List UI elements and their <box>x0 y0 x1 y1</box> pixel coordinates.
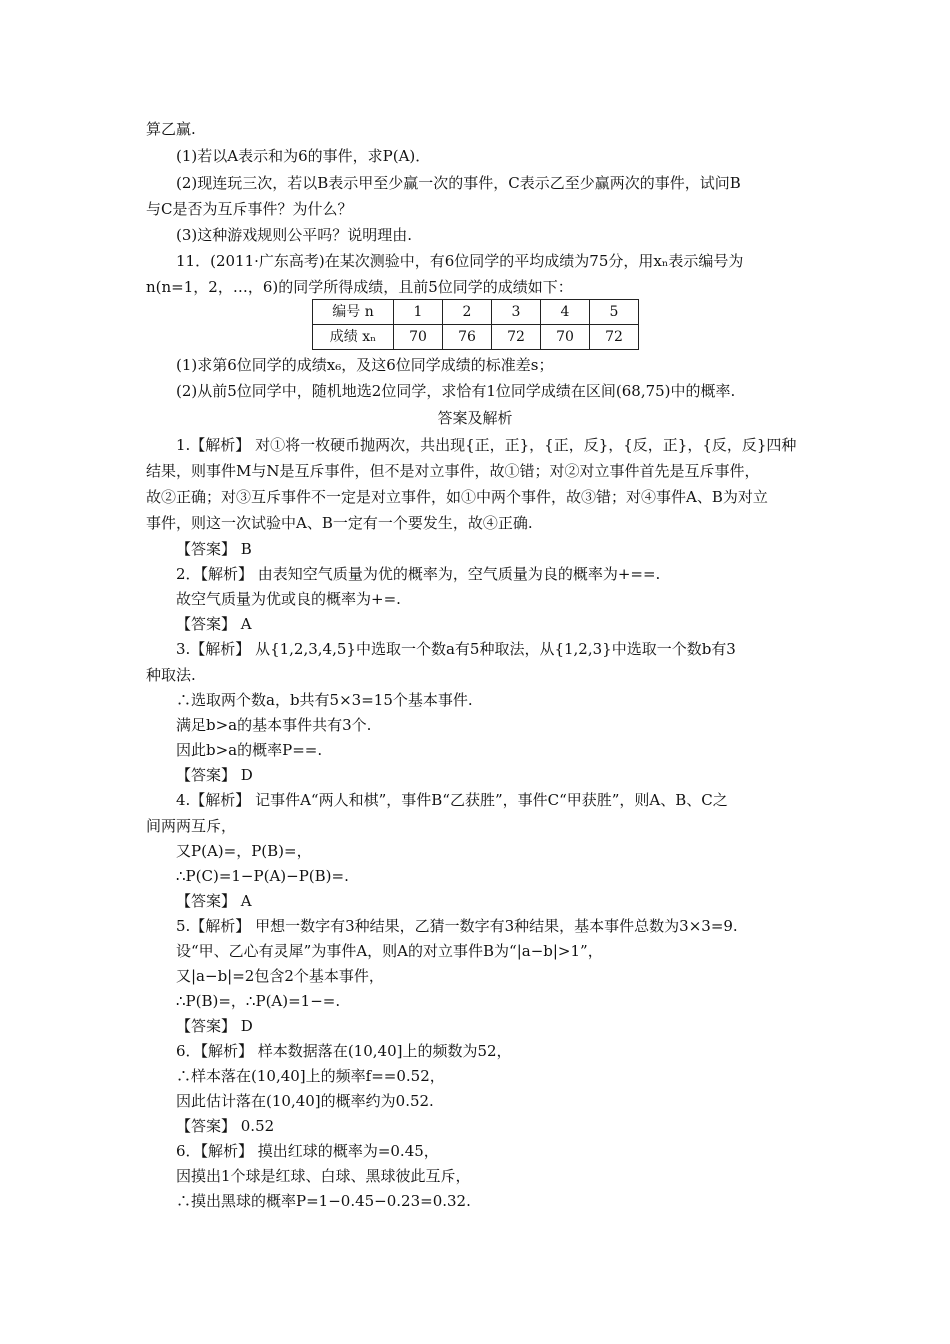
text-line: ∴摸出黑球的概率P=1−0.45−0.23=0.32. <box>176 1192 471 1210</box>
answer-label: 【答案】 A <box>176 892 252 910</box>
table-cell: 70 <box>541 325 590 350</box>
text-line: 结果，则事件M与N是互斥事件，但不是对立事件，故①错；对②对立事件首先是互斥事件， <box>146 462 760 480</box>
text-line: ∴选取两个数a，b共有5×3=15个基本事件. <box>176 691 473 709</box>
text-line: (1)求第6位同学的成绩x₆，及这6位同学成绩的标准差s； <box>176 356 554 374</box>
answers-title: 答案及解析 <box>437 409 513 427</box>
text-line: 11．(2011·广东高考)在某次测验中，有6位同学的平均成绩为75分，用xₙ表示编号为 <box>176 252 744 270</box>
table-cell: 72 <box>590 325 639 350</box>
table-cell: 5 <box>590 300 639 325</box>
text-line: 6．【解析】 样本数据落在(10,40]上的频数为52， <box>176 1042 512 1060</box>
text-line: (1)若以A表示和为6的事件，求P(A)． <box>176 147 431 165</box>
table-row-label: 成绩 xₙ <box>313 325 394 350</box>
text-line: 6．【解析】 摸出红球的概率为=0.45， <box>176 1142 439 1160</box>
table-row <box>313 300 639 325</box>
text-line: 因此b>a的概率P==. <box>176 741 323 759</box>
table-cell: 4 <box>541 300 590 325</box>
table-row <box>313 325 639 350</box>
text-line: 5.【解析】 甲想一数字有3种结果，乙猜一数字有3种结果，基本事件总数为3×3=9. <box>176 917 738 935</box>
text-line: 又P(A)=，P(B)=， <box>176 842 312 860</box>
table-cell: 72 <box>492 325 541 350</box>
text-line: (3)这种游戏规则公平吗？说明理由. <box>176 226 413 244</box>
text-line: 设“甲、乙心有灵犀”为事件A，则A的对立事件B为“|a−b|>1”， <box>176 942 603 960</box>
text-line: 事件，则这一次试验中A、B一定有一个要发生，故④正确. <box>146 514 533 532</box>
text-line: 满足b>a的基本事件共有3个. <box>176 716 372 734</box>
text-line: 2．【解析】 由表知空气质量为优的概率为，空气质量为良的概率为+==. <box>176 565 661 583</box>
table-cell: 76 <box>443 325 492 350</box>
table-cell: 3 <box>492 300 541 325</box>
text-line: (2)从前5位同学中，随机地选2位同学，求恰有1位同学成绩在区间(68,75)中的概率. <box>176 382 736 400</box>
text-line: ∴P(C)=1−P(A)−P(B)=. <box>176 867 349 885</box>
text-line: ∴P(B)=，∴P(A)=1−=. <box>176 992 341 1010</box>
text-line: 故②正确；对③互斥事件不一定是对立事件，如①中两个事件，故③错；对④事件A、B为对立 <box>146 488 768 506</box>
text-line: 算乙赢. <box>146 120 196 138</box>
text-line: 种取法. <box>146 666 196 684</box>
scores-table <box>312 299 639 350</box>
table-cell: 1 <box>394 300 443 325</box>
text-line: 又|a−b|=2包含2个基本事件， <box>176 967 384 985</box>
table-cell: 2 <box>443 300 492 325</box>
table-header-label: 编号 n <box>313 300 394 325</box>
answer-label: 【答案】 D <box>176 1017 253 1035</box>
text-line: 间两两互斥， <box>146 817 237 835</box>
answer-label: 【答案】 D <box>176 766 253 784</box>
text-line: ∴样本落在(10,40]上的频率f==0.52， <box>176 1067 445 1085</box>
table-cell: 70 <box>394 325 443 350</box>
text-line: 因此估计落在(10,40]的概率约为0.52. <box>176 1092 434 1110</box>
answer-label: 【答案】 A <box>176 615 252 633</box>
answer-label: 【答案】 0.52 <box>176 1117 275 1135</box>
text-line: (2)现连玩三次，若以B表示甲至少赢一次的事件，C表示乙至少赢两次的事件，试问B <box>176 174 741 192</box>
text-line: 1.【解析】 对①将一枚硬币抛两次，共出现{正，正}，{正，反}，{反，正}，{反，反}四种 <box>176 436 797 454</box>
text-line: n(n=1，2，…，6)的同学所得成绩，且前5位同学的成绩如下： <box>146 278 573 296</box>
text-line: 与C是否为互斥事件？为什么？ <box>146 200 353 218</box>
text-line: 4.【解析】 记事件A“两人和棋”，事件B“乙获胜”，事件C“甲获胜”，则A、B、C之 <box>176 791 728 809</box>
answer-label: 【答案】 B <box>176 540 252 558</box>
text-line: 故空气质量为优或良的概率为+=. <box>176 590 401 608</box>
text-line: 因摸出1个球是红球、白球、黑球彼此互斥， <box>176 1167 471 1185</box>
text-line: 3.【解析】 从{1,2,3,4,5}中选取一个数a有5种取法，从{1,2,3}中选取一个数b有3 <box>176 640 736 658</box>
